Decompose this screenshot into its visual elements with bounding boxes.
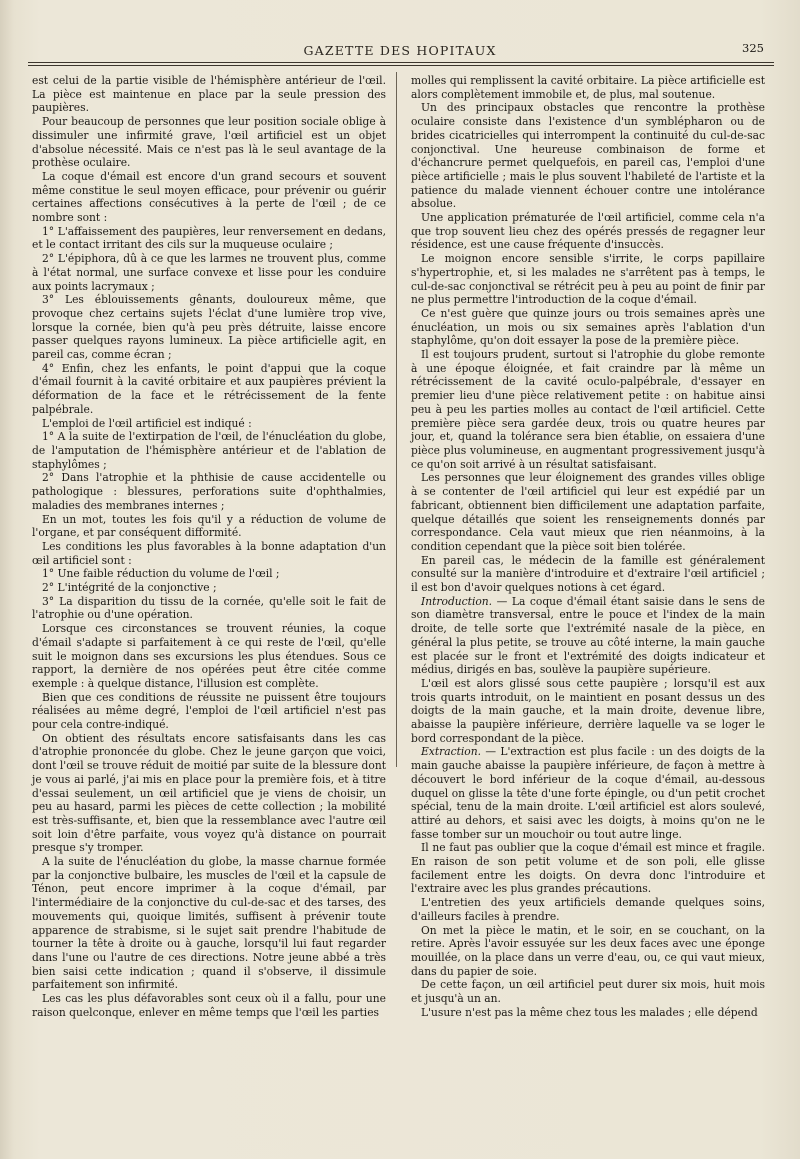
- paragraph-text: 3° La disparition du tissu de la cornée, qu'elle soit le fait de l'atrophie ou d'une opération.: [32, 594, 386, 622]
- paragraph-text: Bien que ces conditions de réussite ne puissent être toujours réalisées au même degré, l'emploi de l'œil artificiel n'est pas pour cela contre-indiqué.: [32, 690, 386, 732]
- paragraph: [32, 225, 386, 252]
- paragraph-text: molles qui remplissent la cavité orbitaire. La pièce artificielle est alors complètement immobile et, de plus, mal soutenue.: [411, 74, 765, 101]
- paragraph: [32, 74, 386, 115]
- section-lead: Extraction.: [421, 745, 482, 759]
- paragraph: [411, 841, 765, 896]
- paragraph: [32, 732, 386, 855]
- paragraph-text: Le moignon encore sensible s'irrite, le corps papillaire s'hypertrophie, et, si les malades ne s'arrêtent pas à temps, le cul-de-sac conjonctival se rétrécit peu à peu au point de finir par ne plus permettre l'introduction de la coque d'émail.: [411, 252, 765, 307]
- paragraph-text: Une application prématurée de l'œil artificiel, comme cela n'a que trop souvent lieu chez des opérés pressés de regagner leur résidence, est une cause fréquente d'insuccès.: [411, 211, 765, 252]
- paragraph: [32, 170, 386, 225]
- paragraph: [411, 978, 765, 1005]
- paragraph: [32, 513, 386, 540]
- paragraph: [32, 540, 386, 567]
- paragraph: [411, 554, 765, 595]
- paragraph-text: 2° L'épiphora, dû à ce que les larmes ne trouvent plus, comme à l'état normal, une surface convexe et lisse pour les conduire aux points lacrymaux ;: [32, 252, 386, 293]
- paragraph: [411, 307, 765, 348]
- paragraph: [411, 595, 765, 677]
- paragraph: [411, 745, 765, 841]
- paragraph: [411, 348, 765, 471]
- paragraph-text: Un des principaux obstacles que rencontre la prothèse oculaire consiste dans l'existence d'un symblépharon ou de brides cicatricielles qui interrompent la continuité du cul-de-sac conjonctival. Une heureuse combinaison de forme et d'échancrure permet quelquefois, en pareil cas, l'emploi d'une pièce artificielle ; mais le plus souvent l'habileté de l'artiste et la patience du malade viennent échouer contre une intolérance absolue.: [411, 101, 765, 211]
- paragraph-text: En pareil cas, le médecin de la famille est généralement consulté sur la manière d'introduire et d'extraire l'œil artificiel ; il est bon d'avoir quelques notions à cet égard.: [411, 553, 765, 595]
- paragraph: [32, 581, 386, 595]
- paragraph-text: — L'extraction est plus facile : un des doigts de la main gauche abaisse la paupière inférieure, de façon à mettre à découvert le bord inférieur de la coque d'émail, au-dessous duquel on glisse la tête d'une forte épingle, ou d'un petit crochet spécial, tenu de la main droite. L'œil artificiel est alors soulevé, attiré au dehors, et saisi avec les doigts, à moins qu'on ne le fasse tomber sur un mouchoir ou tout autre linge.: [411, 745, 765, 841]
- paragraph-text: Il est toujours prudent, surtout si l'atrophie du globe remonte à une époque éloignée, et fait craindre par là même un rétrécissement de la cavité oculo-palpébrale, d'essayer en premier lieu d'une pièce relativement petite : on habitue ainsi peu à peu les parties molles au contact de l'œil artificiel. Cette première pièce sera gardée deux, trois ou quatre heures par jour, et, quand la tolérance sera bien établie, on essaiera d'une pièce plus volumineuse, en augmentant progressivement jusqu'à ce qu'on soit arrivé à un résultat satisfaisant.: [411, 348, 765, 471]
- section-lead: Introduction.: [421, 594, 493, 608]
- paragraph-text: Ce n'est guère que quinze jours ou trois semaines après une énucléation, un mois ou six semaines après l'ablation d'un staphylôme, qu'on doit essayer la pose de la première pièce.: [411, 306, 765, 348]
- paragraph: [411, 896, 765, 923]
- paragraph: [32, 471, 386, 512]
- paragraph-text: L'entretien des yeux artificiels demande quelques soins, d'ailleurs faciles à prendre.: [411, 896, 765, 923]
- paragraph: [32, 622, 386, 691]
- paragraph-text: 1° L'affaissement des paupières, leur renversement en dedans, et le contact irritant des cils sur la muqueuse oculaire ;: [32, 224, 386, 252]
- paragraph-text: 2° Dans l'atrophie et la phthisie de cause accidentelle ou pathologique : blessures, perforations suite d'ophthalmies, maladies des membranes internes ;: [32, 471, 386, 512]
- paragraph-text: On obtient des résultats encore satisfaisants dans les cas d'atrophie prononcée du globe. Chez le jeune garçon que voici, dont l'œil se trouve réduit de moitié par suite de la blessure dont je vous ai parlé, j'ai mis en place pour la première fois, et à titre d'essai seulement, un œil artificiel que je viens de choisir, un peu au hasard, parmi les pièces de cette collection ; la mobilité est très-suffisante, et, bien que la ressemblance avec l'autre œil soit loin d'être parfaite, vous voyez qu'à distance on pourrait presque s'y tromper.: [32, 731, 386, 855]
- paragraph: [411, 211, 765, 252]
- right-column: [411, 74, 765, 1020]
- page-header: [30, 40, 770, 60]
- header-rule-top: [28, 62, 774, 63]
- paragraph-text: Il ne faut pas oublier que la coque d'émail est mince et fragile. En raison de son petit volume et de son poli, elle glisse facilement entre les doigts. On devra donc l'introduire et l'extraire avec les plus grandes précautions.: [411, 841, 765, 896]
- paragraph-text: L'usure n'est pas la même chez tous les malades ; elle dépend: [421, 1005, 758, 1019]
- running-title: GAZETTE DES HOPITAUX: [303, 43, 497, 58]
- paragraph-text: La coque d'émail est encore d'un grand secours et souvent même constitue le seul moyen efficace, pour prévenir ou guérir certaines affections consécutives à la perte de l'œil ; de ce nombre sont :: [32, 169, 386, 225]
- paragraph-text: Lorsque ces circonstances se trouvent réunies, la coque d'émail s'adapte si parfaitement à ce qui reste de l'œil, qu'elle suit le moignon dans ses excursions les plus étendues. Sous ce rapport, la dernière de nos opérées peut être citée comme exemple : à quelque distance, l'illusion est complète.: [32, 622, 386, 690]
- page-number: 325: [742, 41, 764, 55]
- paragraph: [411, 924, 765, 979]
- paragraph: [32, 430, 386, 471]
- paragraph: [411, 677, 765, 746]
- paragraph-text: 1° A la suite de l'extirpation de l'œil, de l'énucléation du globe, de l'amputation de l'hémisphère antérieur et de l'ablation de staphylômes ;: [32, 430, 386, 471]
- paragraph-text: Les cas les plus défavorables sont ceux où il a fallu, pour une raison quelconque, enlever en même temps que l'œil les parties: [32, 992, 386, 1019]
- paragraph: [32, 992, 386, 1019]
- paragraph-text: Les personnes que leur éloignement des grandes villes oblige à se contenter de l'œil artificiel qui leur est expédié par un fabricant, obtiennent bien difficilement une adaptation parfaite, quelque détaillés que soient les renseignements donnés par correspondance. Cela vaut mieux que rien néanmoins, à la condition cependant que la pièce soit bien tolérée.: [411, 471, 765, 553]
- paragraph-text: L'emploi de l'œil artificiel est indiqué :: [42, 416, 252, 430]
- paragraph: [32, 252, 386, 293]
- header-rule-bottom: [28, 65, 774, 66]
- paragraph-text: 2° L'intégrité de la conjonctive ;: [42, 581, 217, 595]
- paragraph-text: On met la pièce le matin, et le soir, en se couchant, on la retire. Après l'avoir essuyée sur les deux faces avec une éponge mouillée, on la place dans un verre d'eau, ou, ce qui vaut mieux, dans du papier de soie.: [411, 923, 765, 978]
- paragraph: [411, 1006, 765, 1020]
- paragraph: [32, 855, 386, 992]
- paragraph: [32, 293, 386, 362]
- paragraph-text: 3° Les éblouissements gênants, douloureux même, que provoque chez certains sujets l'éclat d'une lumière trop vive, lorsque la cornée, bien qu'à peu près détruite, laisse encore passer quelques rayons lumineux. La pièce artificielle agit, en pareil cas, comme écran ;: [32, 293, 386, 362]
- paragraph-text: De cette façon, un œil artificiel peut durer six mois, huit mois et jusqu'à un an.: [411, 978, 765, 1006]
- paragraph-text: 4° Enfin, chez les enfants, le point d'appui que la coque d'émail fournit à la cavité orbitaire et aux paupières prévient la déformation de la face et le rétrécissement de la fente palpébrale.: [32, 361, 386, 416]
- paragraph-text: — La coque d'émail étant saisie dans le sens de son diamètre transversal, entre le pouce et l'index de la main droite, de telle sorte que l'extrémité nasale de la pièce, en général la plus petite, se trouve au côté interne, la main gauche est placée sur le front et l'extrémité des doigts indicateur et médius, dirigés en bas, soulève la paupière supérieure.: [411, 594, 765, 677]
- paragraph: [32, 595, 386, 622]
- left-column: [32, 74, 386, 1020]
- column-divider: [396, 72, 397, 767]
- paragraph-text: A la suite de l'énucléation du globe, la masse charnue formée par la conjonctive bulbaire, les muscles de l'œil et la capsule de Ténon, peut encore imprimer à la coque d'émail, par l'intermédiaire de la conjonctive du cul-de-sac et des tarses, des mouvements qui, quoique limités, suffisent à prévenir toute apparence de strabisme, si le sujet sait prendre l'habitude de tourner la tête à droite ou à gauche, lorsqu'il lui faut regarder dans l'une ou l'autre de ces directions. Notre jeune abbé a très bien saisi cette indication ; quand il s'observe, il dissimule parfaitement son infirmité.: [32, 855, 386, 992]
- paragraph: [32, 417, 386, 431]
- paragraph-text: En un mot, toutes les fois qu'il y a réduction de volume de l'organe, et par conséquent difformité.: [32, 512, 386, 540]
- paragraph-text: Les conditions les plus favorables à la bonne adaptation d'un œil artificiel sont :: [32, 539, 386, 567]
- paragraph: [411, 252, 765, 307]
- paragraph: [411, 74, 765, 101]
- paragraph: [411, 101, 765, 211]
- paragraph: [32, 567, 386, 581]
- paragraph-text: Pour beaucoup de personnes que leur position sociale oblige à dissimuler une infirmité grave, l'œil artificiel est un objet d'absolue nécessité. Mais ce n'est pas là le seul avantage de la prothèse oculaire.: [32, 115, 386, 170]
- paragraph-text: L'œil est alors glissé sous cette paupière ; lorsqu'il est aux trois quarts introduit, on le maintient en posant dessus un des doigts de la main gauche, et la main droite, devenue libre, abaisse la paupière inférieure, derrière laquelle va se loger le bord correspondant de la pièce.: [411, 676, 765, 745]
- paragraph: [32, 115, 386, 170]
- paragraph: [32, 362, 386, 417]
- paragraph-text: est celui de la partie visible de l'hémisphère antérieur de l'œil. La pièce est maintenue en place par la seule pression des paupières.: [32, 74, 386, 115]
- paragraph: [411, 471, 765, 553]
- paragraph-text: 1° Une faible réduction du volume de l'œil ;: [42, 567, 280, 581]
- paragraph: [32, 691, 386, 732]
